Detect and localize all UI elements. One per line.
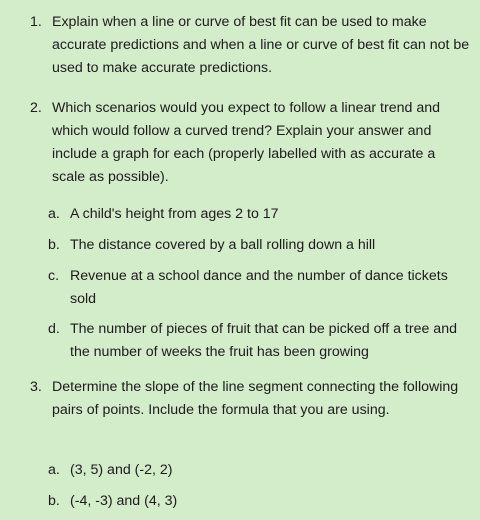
subitem-text: A child's height from ages 2 to 17 bbox=[70, 206, 279, 222]
list-item bbox=[48, 265, 468, 311]
subitem-text: The number of pieces of fruit that can be picked off a tree and the number of weeks the fruit has been growing bbox=[70, 321, 457, 360]
subitem-letter: b. bbox=[48, 237, 60, 253]
question-3 bbox=[30, 376, 470, 422]
subitem-text: (-4, -3) and (4, 3) bbox=[70, 493, 178, 509]
question-text: Determine the slope of the line segment connecting the following pairs of points. Include the formula that you are using. bbox=[52, 379, 459, 418]
subitem-letter: d. bbox=[48, 321, 60, 337]
subitem-text: The distance covered by a ball rolling down a hill bbox=[70, 237, 376, 253]
question-number: 3. bbox=[30, 379, 42, 395]
subitem-letter: a. bbox=[48, 462, 60, 478]
question-text: Which scenarios would you expect to follow a linear trend and which would follow a curved trend? Explain your answer and include a graph for each (properly labelled with as accurate a scale as possible). bbox=[52, 100, 441, 185]
question-number: 1. bbox=[30, 14, 42, 30]
question-1 bbox=[30, 11, 470, 80]
subitem-text: (3, 5) and (-2, 2) bbox=[70, 462, 173, 478]
list-item bbox=[48, 490, 468, 513]
list-item bbox=[48, 203, 468, 226]
subitem-letter: c. bbox=[48, 268, 60, 284]
question-number: 2. bbox=[30, 100, 42, 116]
list-item bbox=[48, 234, 468, 257]
question-2 bbox=[30, 97, 470, 189]
question-text: Explain when a line or curve of best fit can be used to make accurate predictions and when a line or curve of best fit can not be used to make accurate predictions. bbox=[52, 14, 470, 76]
list-item bbox=[48, 459, 468, 482]
subitem-letter: b. bbox=[48, 493, 60, 509]
list-item bbox=[48, 318, 468, 364]
subitem-letter: a. bbox=[48, 206, 60, 222]
subitem-text: Revenue at a school dance and the number of dance tickets sold bbox=[70, 268, 448, 307]
